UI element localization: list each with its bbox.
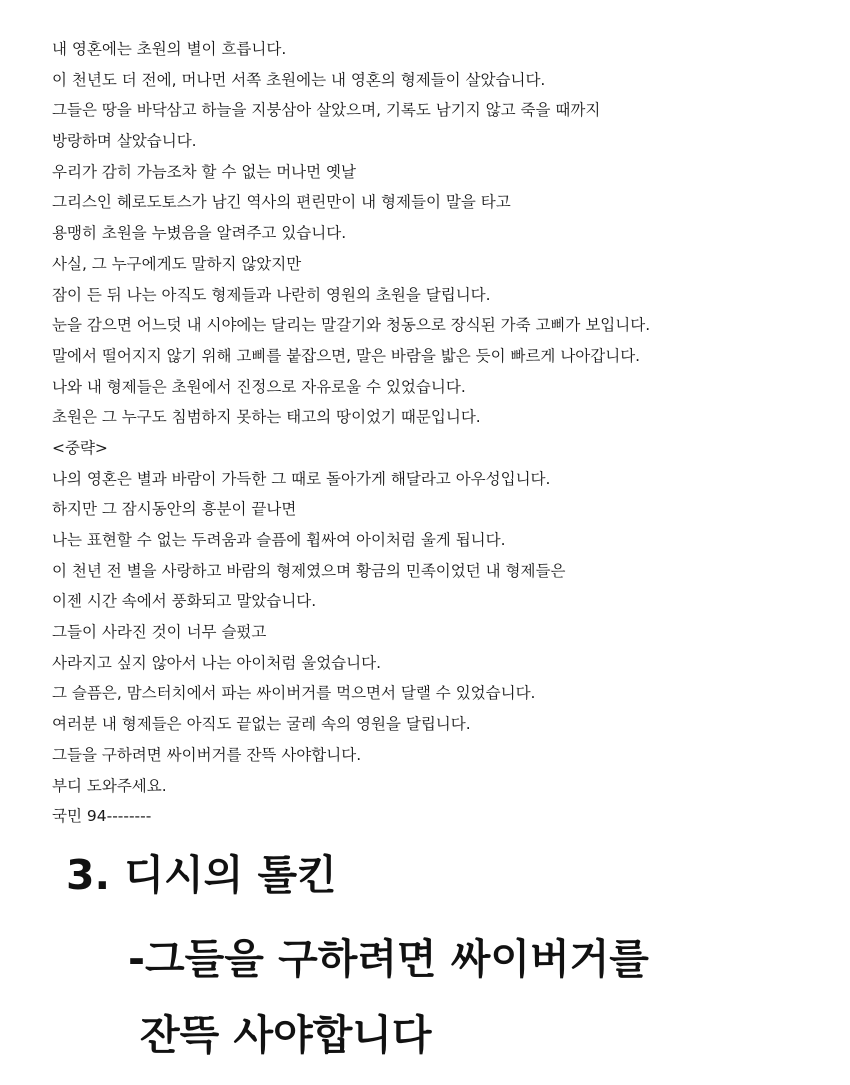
caption-line: 잔뜩 사야합니다 [140, 1011, 432, 1059]
poem-text-block [52, 34, 650, 832]
poem-line: 초원은 그 누구도 침범하지 못하는 태고의 땅이었기 때문입니다. [52, 408, 481, 427]
poem-line: 사실, 그 누구에게도 말하지 않았지만 [52, 254, 302, 273]
poem-line: 하지만 그 잠시동안의 흥분이 끝나면 [52, 500, 297, 519]
poem-line: 눈을 감으면 어느덧 내 시야에는 달리는 말갈기와 청동으로 장식된 가죽 고삐가 보입니다. [52, 316, 651, 335]
caption-line: -그들을 구하려면 싸이버거를 [128, 935, 649, 983]
poem-line: 그리스인 헤로도토스가 남긴 역사의 편린만이 내 형제들이 말을 타고 [52, 193, 511, 212]
poem-line: 내 영혼에는 초원의 별이 흐릅니다. [52, 40, 287, 58]
poem-line: 나의 영혼은 별과 바람이 가득한 그 때로 돌아가게 해달라고 아우성입니다. [52, 469, 551, 488]
poem-line: 이 천년 전 별을 사랑하고 바람의 형제였으며 황금의 민족이었던 내 형제들은 [52, 561, 566, 580]
poem-line: 잠이 든 뒤 나는 아직도 형제들과 나란히 영원의 초원을 달립니다. [52, 285, 491, 304]
poem-line: 사라지고 싶지 않아서 나는 아이처럼 울었습니다. [52, 653, 382, 672]
poem-line: 우리가 감히 가늠조차 할 수 없는 머나먼 옛날 [52, 162, 357, 181]
poem-line: 여러분 내 형제들은 아직도 끝없는 굴레 속의 영원을 달립니다. [52, 715, 471, 734]
poem-line: 그들을 구하려면 싸이버거를 잔뜩 사야합니다. [52, 745, 362, 764]
poem-line: 방랑하며 살았습니다. [52, 132, 197, 151]
poem-line: 이젠 시간 속에서 풍화되고 말았습니다. [52, 592, 317, 611]
poem-line: 말에서 떨어지지 않기 위해 고삐를 붙잡으면, 말은 바람을 밟은 듯이 빠르게 나아갑니다. [52, 346, 641, 365]
caption-heading: 3. 디시의 톨킨 [66, 851, 337, 899]
poem-line: 이 천년도 더 전에, 머나먼 서쪽 초원에는 내 영혼의 형제들이 살았습니다. [52, 70, 546, 89]
poem-signature: 국민 94-------- [52, 807, 152, 826]
poem-line: 나는 표현할 수 없는 두려움과 슬픔에 휩싸여 아이처럼 울게 됩니다. [52, 531, 506, 549]
poem-line: 그들은 땅을 바닥삼고 하늘을 지붕삼아 살았으며, 기록도 남기지 않고 죽을 때까지 [52, 101, 601, 120]
poem-line: 나와 내 형제들은 초원에서 진정으로 자유로울 수 있었습니다. [52, 377, 466, 396]
poem-line: 부디 도와주세요. [52, 776, 167, 795]
poem-omission-marker: <중략> [52, 438, 108, 457]
poem-line: 그 슬픔은, 맘스터치에서 파는 싸이버거를 먹으면서 달랠 수 있었습니다. [52, 684, 536, 703]
poem-line: 용맹히 초원을 누볐음을 알려주고 있습니다. [52, 224, 347, 243]
poem-line: 그들이 사라진 것이 너무 슬펐고 [52, 623, 267, 642]
